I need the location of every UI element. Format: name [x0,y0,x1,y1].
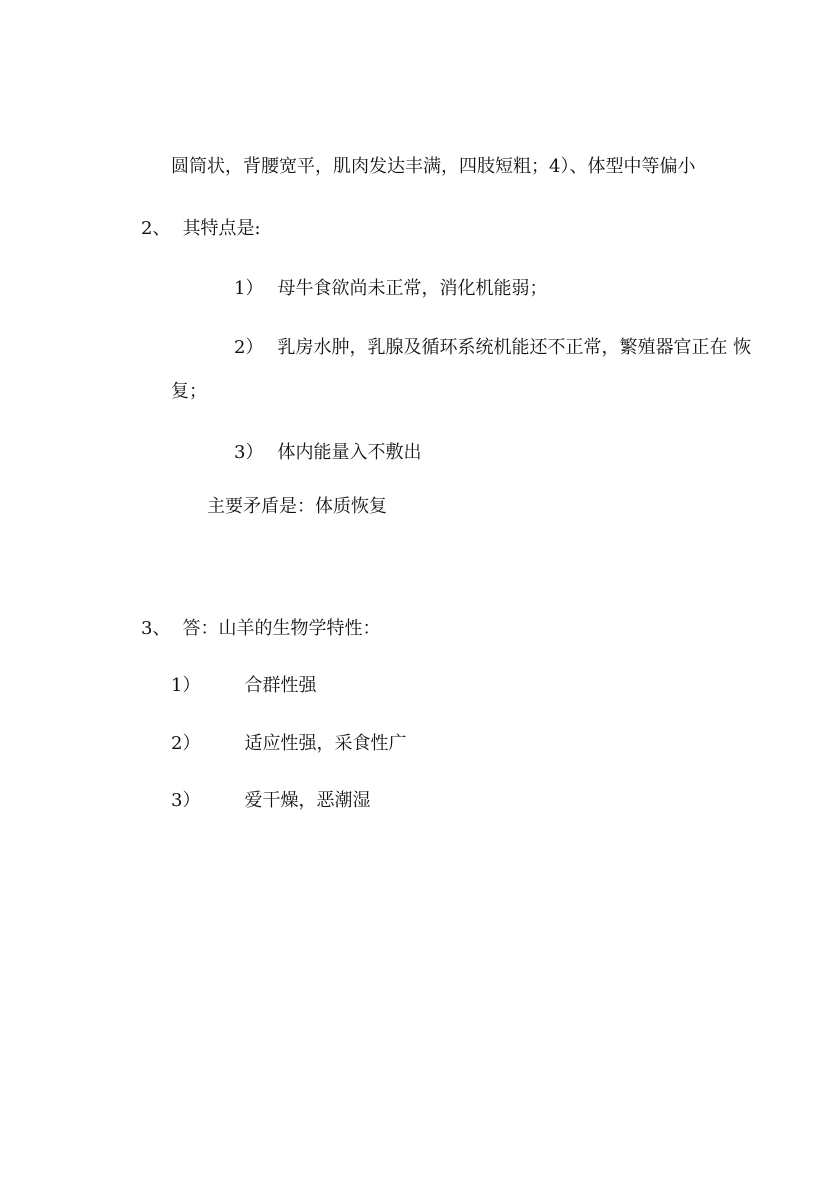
list-item [171,789,370,813]
item-text: 乳房水肿，乳腺及循环系统机能还不正常，繁殖器官正在 恢 [277,337,752,358]
section-2-heading [141,217,261,241]
item-text: 爱干燥，恶潮湿 [244,790,371,811]
paragraph-line [171,155,695,179]
item-text: 适应性强，采食性广 [244,733,407,754]
item-number: 2） [234,337,264,358]
item-number: 1） [234,278,264,299]
list-item [234,441,421,465]
list-item-continuation [171,380,207,404]
list-item [234,336,751,360]
section-3-heading [141,617,380,641]
item-number: 3） [234,442,264,463]
main-contradiction-text: 主要矛盾是：体质恢复 [207,496,387,517]
list-item [234,277,547,301]
item-text: 体内能量入不敷出 [277,442,422,463]
list-item [171,674,316,698]
item-text: 复； [171,381,207,402]
item-text: 母牛食欲尚未正常，消化机能弱； [277,278,548,299]
list-item [171,732,406,756]
section-number: 3、 [141,618,171,639]
item-number: 2） [171,733,201,754]
paragraph-text: 圆筒状，背腰宽平，肌肉发达丰满，四肢短粗；4）、体型中等偏小 [171,156,696,177]
section-title: 其特点是: [182,218,261,239]
main-contradiction [207,495,387,519]
item-number: 1） [171,675,201,696]
section-number: 2、 [141,218,171,239]
item-text: 合群性强 [244,675,317,696]
item-number: 3） [171,790,201,811]
section-title: 答：山羊的生物学特性： [182,618,381,639]
